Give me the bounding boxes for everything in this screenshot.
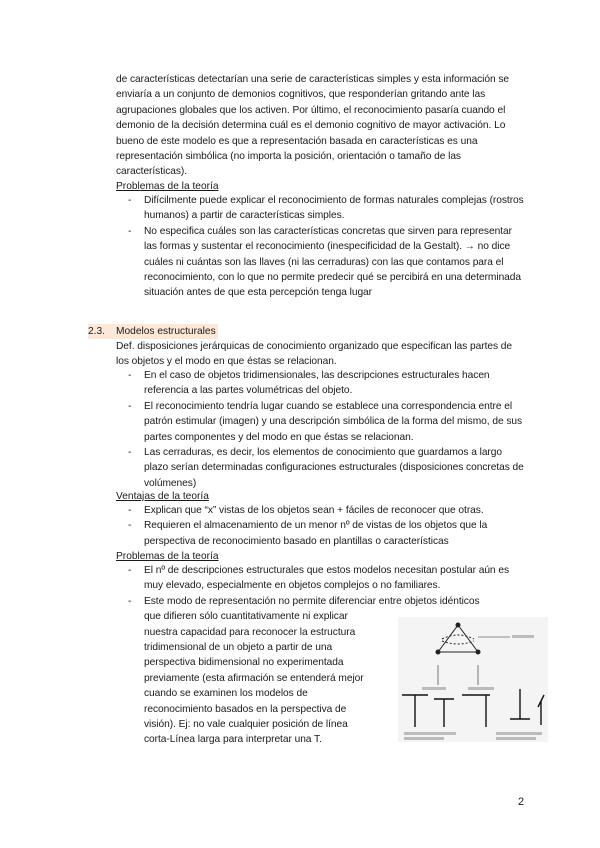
problems-heading-1: Problemas de la teoría (116, 181, 219, 192)
list-item: - Este modo de representación no permite diferenciar entre objetos idénticos que difieren sólo cuantitativamente ni explicar nuestra capacidad para reconocer la estructura tridimensional de un objeto a partir de una perspectiva bidimensional no experimentada previamente (esta afirmación se entenderá mejor cuando se examinen los modelos de reconocimiento basados en la perspectiva de visión). Ej: no vale cualquier posición de línea corta-Línea larga para interpretar una T. (128, 595, 480, 746)
list-item: - No especifica cuáles son las características concretas que sirven para representar las formas y sustentar el reconocimiento (inespecificidad de la Gestalt). → no dice cuáles ni cuántas son las llaves (ni las cerraduras) con las que contamos para el reconocimiento, con lo que no permite predecir qué se percibirá en una determinada situación antes de que esta percepción tenga lugar (128, 225, 522, 299)
list-item: - Requieren el almacenamiento de un menor nº de vistas de los objetos que la perspectiva de reconocimiento basado en plantillas o características (128, 520, 488, 547)
intro-paragraph (116, 72, 526, 180)
structural-list (128, 368, 526, 491)
problems-list-1 (128, 193, 526, 301)
section-heading (88, 324, 218, 339)
list-item: - Las cerraduras, es decir, los elementos de conocimiento que guardamos a largo plazo serían determinadas configuraciones estructurales (disposiciones concretas de volúmenes) (128, 447, 524, 489)
t-structure-diagram (398, 617, 548, 742)
definition: Def. disposiciones jerárquicas de conocimiento organizado que especifican las partes de los objetos y el modo en que éstas se relacionan. (116, 341, 513, 368)
intro-text: de características detectarían una serie de características simples y esta información se enviaría a un conjunto de demonios cognitivos, que responderían gritando ante las agrupaciones globales que los activen. Por último, el reconocimiento pasaría cuando el demonio de la decisión determina cuál es el demonio cognitivo de mayor activación. Lo bueno de este modelo es que a representación basada en características es una representación simbólica (no importa la posición, orientación o tamaño de las características). (116, 74, 510, 178)
section-number: 2.3. (88, 326, 105, 337)
list-item: - El reconocimiento tendría lugar cuando se establece una correspondencia entre el patrón estimular (imagen) y una descripción simbólica de la forma del mismo, de sus partes componentes y del modo en que éstas se relacionan. (128, 400, 523, 443)
list-item: - Difícilmente puede explicar el reconocimiento de formas naturales complejas (rostros humanos) a partir de características simples. (128, 195, 524, 222)
list-item: - Explican que “x” vistas de los objetos sean + fáciles de reconocer que otras. (128, 505, 484, 516)
list-item: - En el caso de objetos tridimensionales, las descripciones estructurales hacen referencia a las partes volumétricas del objeto. (128, 370, 490, 397)
list-item: - El nº de descripciones estructurales que estos modelos necesitan postular aún es muy elevado, especialmente en objetos complejos o no familiares. (128, 565, 509, 592)
page-number: 2 (518, 796, 525, 808)
section-title: Modelos estructurales (116, 326, 216, 337)
problems-heading-2: Problemas de la teoría (116, 551, 219, 562)
advantages-heading: Ventajas de la teoría (116, 491, 209, 502)
t-structure-figure (398, 617, 548, 742)
advantages-list (128, 503, 526, 549)
